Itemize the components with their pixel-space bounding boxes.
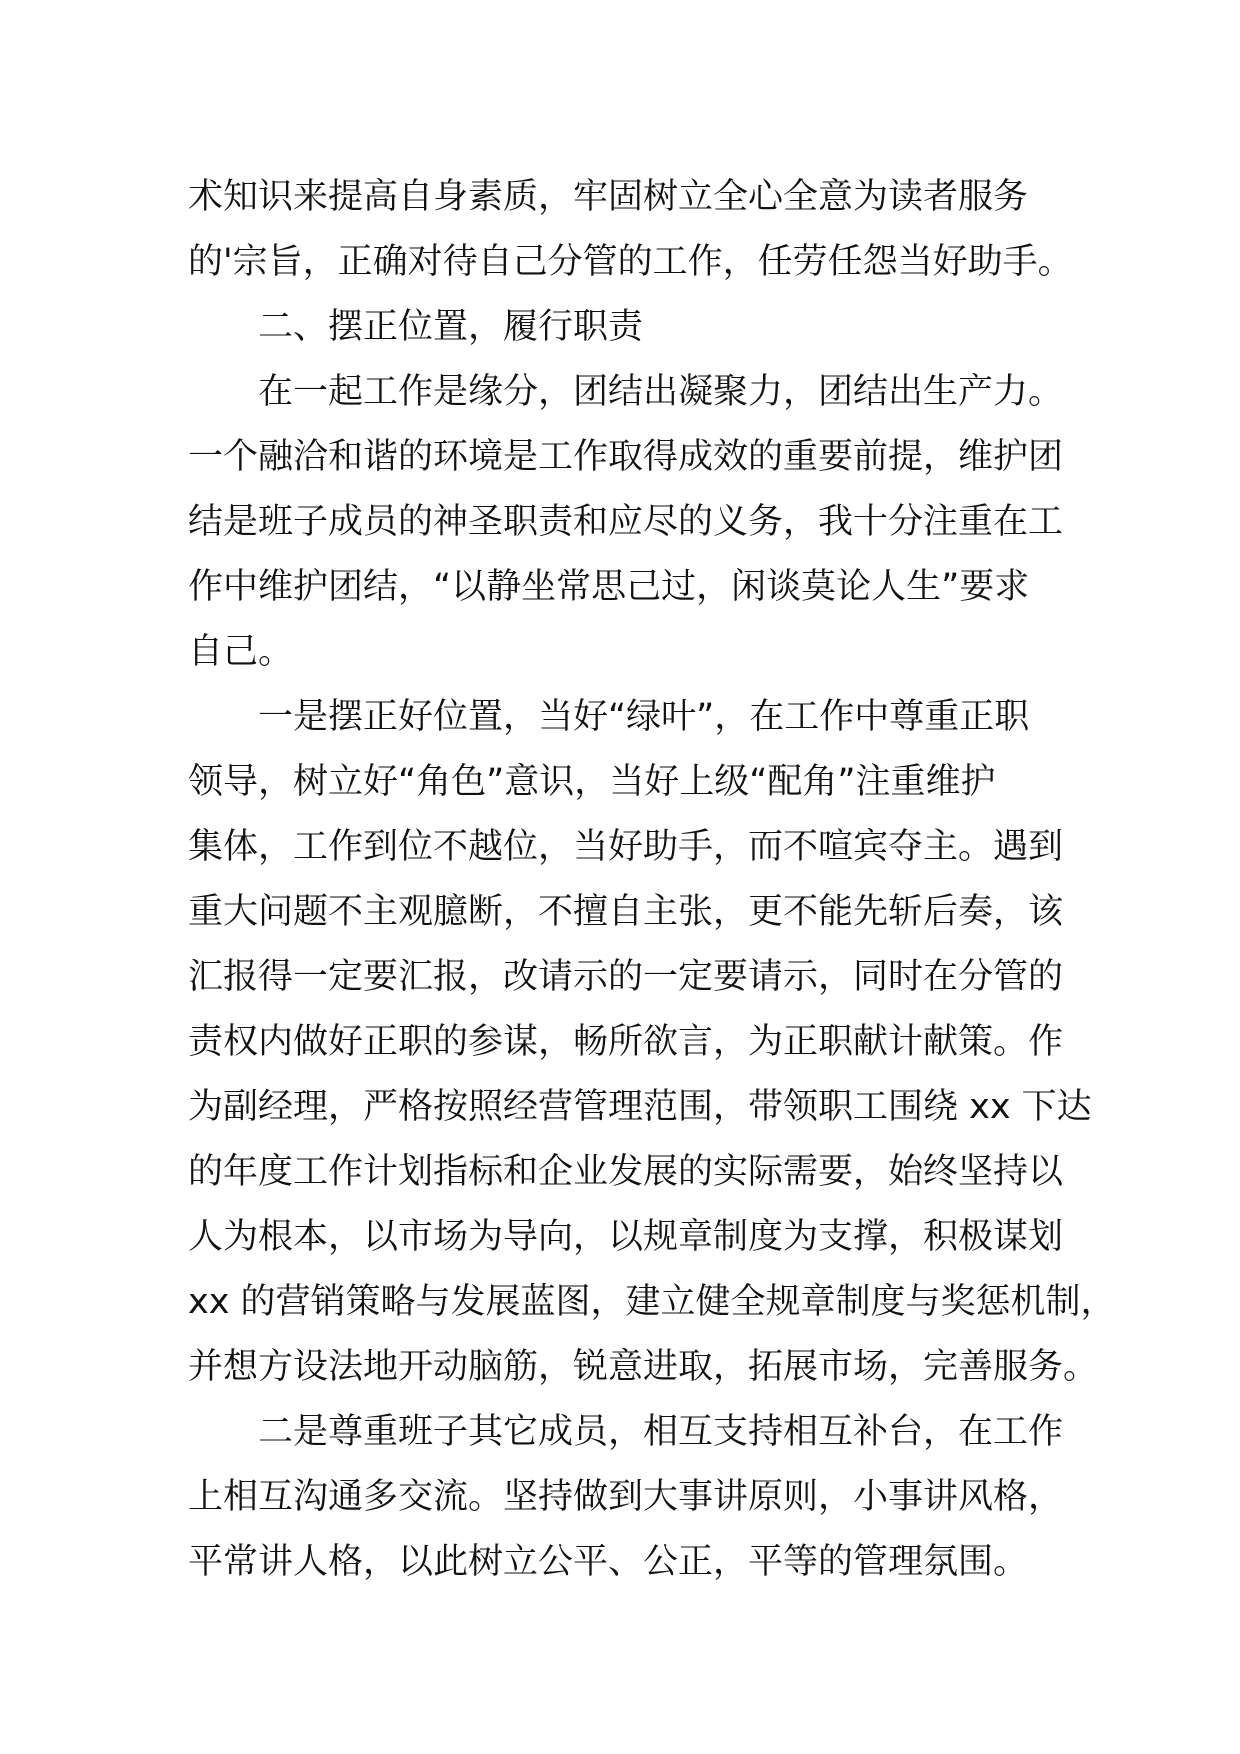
text-line: 为副经理，严格按照经营管理范围，带领职工围绕 xx 下达 [188, 1087, 1092, 1127]
text-line: 责权内做好正职的参谋，畅所欲言，为正职献计献策。作 [188, 1022, 1064, 1062]
text-line: 一个融洽和谐的环境是工作取得成效的重要前提，维护团 [188, 437, 1064, 477]
text-line: 并想方设法地开动脑筋，锐意进取，拓展市场，完善服务。 [188, 1347, 1099, 1387]
paragraph-first-line: 二是尊重班子其它成员，相互支持相互补台，在工作 [258, 1412, 1064, 1452]
paragraph-first-line: 在一起工作是缘分，团结出凝聚力，团结出生产力。 [258, 372, 1064, 412]
text-line: 作中维护团结，“以静坐常思己过，闲谈莫论人生”要求 [188, 567, 1030, 607]
text-line: 的'宗旨，正确对待自己分管的工作，任劳任怨当好助手。 [188, 242, 1073, 282]
text-line: 自己。 [188, 632, 294, 672]
text-line: 的年度工作计划指标和企业发展的实际需要，始终坚持以 [188, 1152, 1064, 1192]
text-line: 重大问题不主观臆断，不擅自主张，更不能先斩后奏，该 [188, 892, 1064, 932]
text-line: 结是班子成员的神圣职责和应尽的义务，我十分注重在工 [188, 502, 1064, 542]
text-line: 人为根本，以市场为导向，以规章制度为支撑，积极谋划 [188, 1217, 1064, 1257]
text-line: 平常讲人格，以此树立公平、公正，平等的管理氛围。 [188, 1542, 1029, 1582]
paragraph-first-line: 二、摆正位置，履行职责 [258, 307, 644, 347]
text-line: 上相互沟通多交流。坚持做到大事讲原则，小事讲风格， [188, 1477, 1064, 1517]
document-body [188, 165, 1116, 1595]
text-line: 领导，树立好“角色”意识，当好上级“配角”注重维护 [188, 762, 996, 802]
paragraph-first-line: 一是摆正好位置，当好“绿叶”，在工作中尊重正职 [258, 697, 1030, 737]
text-line: 汇报得一定要汇报，改请示的一定要请示，同时在分管的 [188, 957, 1064, 997]
text-line: xx 的营销策略与发展蓝图，建立健全规章制度与奖惩机制， [188, 1282, 1116, 1322]
text-line: 术知识来提高自身素质，牢固树立全心全意为读者服务 [188, 177, 1029, 217]
text-line: 集体，工作到位不越位，当好助手，而不喧宾夺主。遇到 [188, 827, 1064, 867]
